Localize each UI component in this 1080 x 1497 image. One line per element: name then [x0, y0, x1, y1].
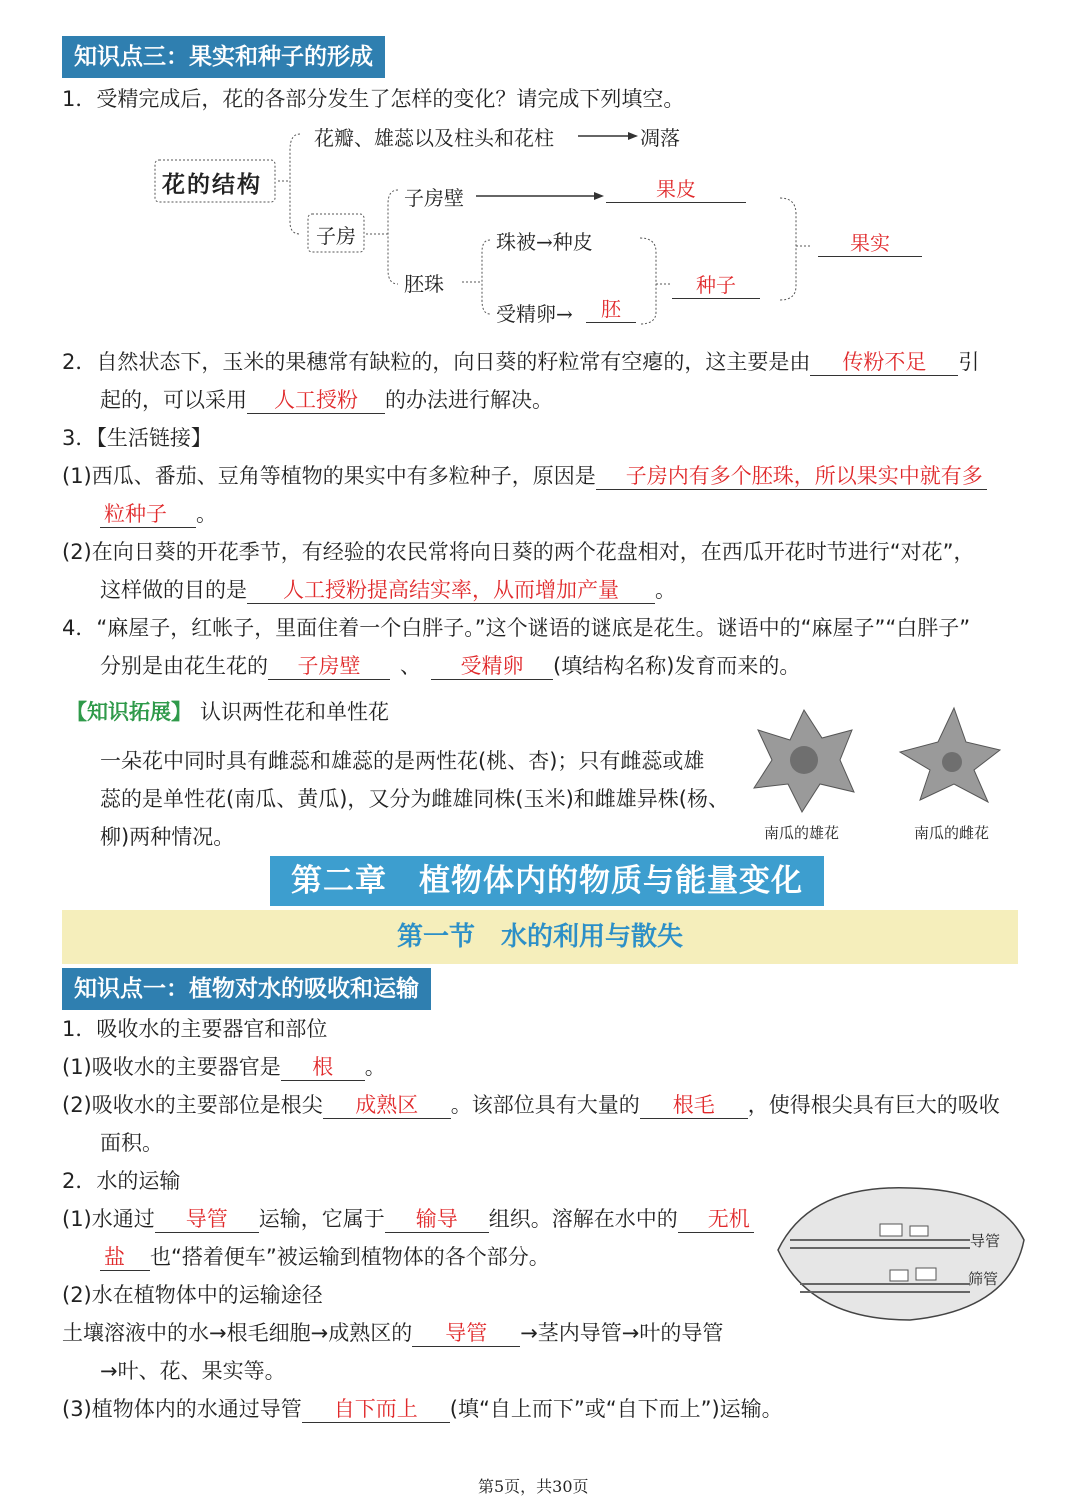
- q2-1-text-c: 组织。溶解在水中的: [488, 1207, 678, 1231]
- knowledge-extension-heading: [66, 697, 389, 727]
- page-footer: 第5页，共30页: [478, 1477, 589, 1496]
- kp3-q1: 1．受精完成后，花的各部分发生了怎样的变化？请完成下列填空。: [62, 87, 685, 111]
- pumpkin-flowers-illustration: [744, 700, 1014, 820]
- q4-answer-2: 受精卵: [431, 653, 553, 680]
- q4-text-c: (填结构名称)发育而来的。: [553, 654, 801, 678]
- kp3-q3: 3．【生活链接】: [62, 426, 212, 450]
- integument-label: 珠被→种皮: [496, 230, 593, 254]
- kp3-q3-1-line1: [62, 461, 987, 491]
- flower-structure-label: 花的结构: [162, 171, 262, 198]
- kp3-q2-line2: [100, 385, 553, 415]
- ovary-label: 子房: [316, 224, 356, 248]
- ext-text-line2: 蕊的是单性花(南瓜、黄瓜)，又分为雌雄同株(玉米)和雌雄异株(杨、: [100, 787, 729, 811]
- q2-text-b: 引: [958, 350, 980, 374]
- kp1-q2-3: [62, 1394, 783, 1424]
- q4-sep: 、: [400, 654, 421, 678]
- kp1-q1-2-line2: 面积。: [100, 1131, 163, 1155]
- q4-answer-1: 子房壁: [268, 653, 390, 680]
- leaf-label-xylem: 导管: [970, 1232, 1001, 1250]
- kp3-q3-2-line2: [100, 575, 676, 605]
- kp1-q1: 1．吸收水的主要器官和部位: [62, 1017, 328, 1041]
- kp3-q3-1-line2: [100, 499, 217, 529]
- kp1-q2-2-path-line2: →叶、花、果实等。: [100, 1359, 286, 1383]
- q2-2-answer: 导管: [412, 1320, 520, 1347]
- answer-embryo: 胚: [586, 296, 636, 323]
- kp1-q2-2-path-line1: [62, 1318, 723, 1348]
- male-flower-image: [754, 710, 854, 812]
- q2-answer-2: 人工授粉: [247, 387, 385, 414]
- q2-2-path-text-b: →茎内导管→叶的导管: [520, 1321, 724, 1345]
- answer-pericarp: 果皮: [606, 176, 746, 203]
- q3-2-text: 这样做的目的是: [100, 578, 247, 602]
- q3-1-text: (1)西瓜、番茄、豆角等植物的果实中有多粒种子，原因是: [62, 464, 596, 488]
- q1-1-text: (1)吸收水的主要器官是: [62, 1055, 281, 1079]
- caption-male-flower: 南瓜的雄花: [764, 824, 840, 842]
- section-title: 第一节 水的利用与散失: [62, 910, 1018, 964]
- q1-1-end: 。: [364, 1055, 386, 1079]
- q1-1-answer: 根: [281, 1054, 365, 1081]
- ovary-wall-label: 子房壁: [404, 186, 464, 210]
- petal-branch-label: 花瓣、雄蕊以及柱头和花柱: [314, 126, 554, 150]
- ext-subtitle: 认识两性花和单性花: [200, 700, 389, 724]
- q2-text-a: 2．自然状态下，玉米的果穗常有缺粒的，向日葵的籽粒常有空瘪的，这主要是由: [62, 350, 811, 374]
- q1-2-text-b: 。该部位具有大量的: [450, 1093, 640, 1117]
- q2-3-answer: 自下而上: [302, 1396, 450, 1423]
- chapter-title: 第二章 植物体内的物质与能量变化: [270, 856, 824, 906]
- ext-text-line1: 一朵花中同时具有雌蕊和雄蕊的是两性花(桃、杏)；只有雌蕊或雄: [100, 749, 705, 773]
- q3-2-end: 。: [655, 578, 676, 602]
- leaf-vessel-illustration: [770, 1180, 1032, 1330]
- q3-1-answer-a: 子房内有多个胚珠，所以果实中就有多: [596, 463, 987, 490]
- q3-2-answer: 人工授粉提高结实率，从而增加产量: [247, 577, 655, 604]
- q2-1-text-b: 运输，它属于: [258, 1207, 385, 1231]
- kp1-title: 知识点一：植物对水的吸收和运输: [62, 968, 431, 1010]
- q2-3-text-a: (3)植物体内的水通过导管: [62, 1397, 302, 1421]
- caption-female-flower: 南瓜的雌花: [914, 824, 990, 842]
- q1-2-answer-2: 根毛: [640, 1092, 748, 1119]
- wither-label: 凋落: [640, 126, 680, 150]
- leaf-label-phloem: 筛管: [968, 1270, 999, 1288]
- female-flower-image: [900, 708, 1000, 802]
- q3-1-end: 。: [196, 502, 217, 526]
- q2-3-text-b: (填“自上而下”或“自下而上”)运输。: [449, 1397, 783, 1421]
- kp1-q1-2-line1: [62, 1090, 1000, 1120]
- kp3-q3-2-line1: (2)在向日葵的开花季节，有经验的农民常将向日葵的两个花盘相对，在西瓜开花时节进行“对花”，: [62, 540, 975, 564]
- ext-title: 【知识拓展】: [66, 700, 192, 724]
- kp3-q2-line1: [62, 347, 979, 377]
- q1-2-text-a: (2)吸收水的主要部位是根尖: [62, 1093, 323, 1117]
- q2-2-path-text-a: 土壤溶液中的水→根毛细胞→成熟区的: [62, 1321, 413, 1345]
- kp1-q2-1-line2: [100, 1242, 550, 1272]
- kp1-q2: 2．水的运输: [62, 1169, 181, 1193]
- ext-text-line3: 柳)两种情况。: [100, 825, 235, 849]
- q2-1-text-a: (1)水通过: [62, 1207, 155, 1231]
- q2-1-answer-2: 输导: [385, 1206, 489, 1233]
- ovule-label: 胚珠: [404, 272, 444, 296]
- q2-text-d: 的办法进行解决。: [385, 388, 553, 412]
- q2-1-answer-3a: 无机: [678, 1206, 754, 1233]
- kp1-q1-1: [62, 1052, 386, 1082]
- kp1-q2-1-line1: [62, 1204, 754, 1234]
- answer-fruit: 果实: [818, 230, 922, 257]
- q1-2-text-c: ，使得根尖具有巨大的吸收: [747, 1093, 1000, 1117]
- kp3-q4-line1: 4．“麻屋子，红帐子，里面住着一个白胖子。”这个谜语的谜底是花生。谜语中的“麻屋子”“白胖子”: [62, 616, 971, 640]
- answer-seed: 种子: [672, 272, 760, 299]
- q2-answer-1: 传粉不足: [810, 349, 958, 376]
- q2-text-c: 起的，可以采用: [100, 388, 247, 412]
- q2-1-answer-3b: 盐: [100, 1244, 150, 1271]
- q3-1-answer-b: 粒种子: [100, 501, 196, 528]
- q4-text-b: 分别是由花生花的: [100, 654, 268, 678]
- q2-1-answer-1: 导管: [155, 1206, 259, 1233]
- kp3-q4-line2: [100, 651, 800, 681]
- kp3-title: 知识点三：果实和种子的形成: [62, 36, 385, 78]
- q1-2-answer-1: 成熟区: [323, 1092, 451, 1119]
- kp1-q2-2: (2)水在植物体中的运输途径: [62, 1283, 323, 1307]
- fertilized-egg-label: 受精卵→: [496, 302, 573, 326]
- q2-1-text-d: 也“搭着便车”被运输到植物体的各个部分。: [150, 1245, 550, 1269]
